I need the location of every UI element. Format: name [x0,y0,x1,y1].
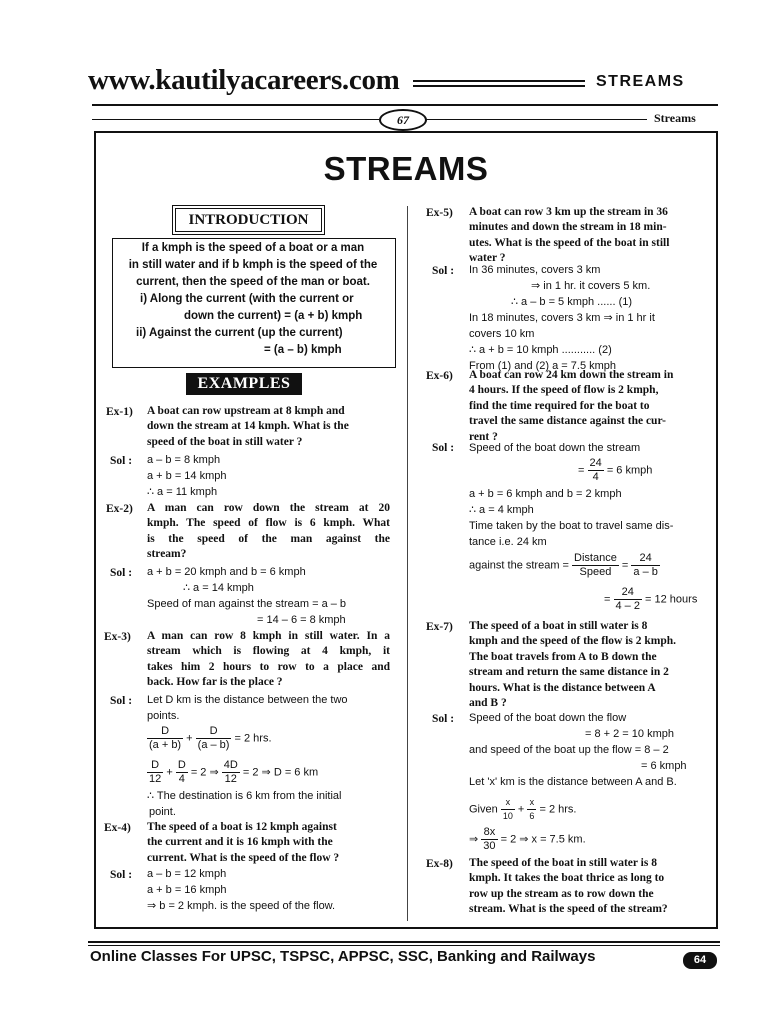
footer-rule [88,941,720,943]
introduction-text [112,240,394,359]
solution-line: = 8 + 2 = 10 kmph [585,728,674,740]
equation-prefix: Given [469,803,498,816]
solution-line: = 14 – 6 = 8 kmph [257,614,346,626]
website-title: www.kautilyacareers.com [88,64,400,96]
column-divider [407,206,408,921]
question-line: kmph and the speed of the flow is 2 kmph. [469,635,677,648]
solution-line: a – b = 8 kmph [147,454,221,466]
intro-line: in still water and if b kmph is the speed of the [128,259,378,271]
question-line: is the speed of the man against the [147,532,390,545]
question-line: The speed of the boat in still water is 8 [469,857,657,869]
solution-line: points. [147,710,180,722]
solution-line: Speed of the boat down the stream [469,442,641,454]
example-question [469,619,713,711]
fraction-numerator: D [177,759,186,771]
solution-text [147,452,227,500]
fraction-numerator: 24 [589,457,602,469]
conclusion-line: ∴ The destination is 6 km from the initial [147,790,342,802]
question-line: A man can row 8 kmph in still water. In a [147,630,390,642]
solution-line: a + b = 6 kmph and b = 2 kmph [469,488,622,500]
example-question [147,629,390,691]
fraction-denominator: Speed [579,566,612,578]
example-question [469,368,713,445]
example-question [147,820,392,866]
fraction-equation [469,826,586,853]
header-rule [92,104,718,106]
solution-line: From (1) and (2) a = 7.5 kmph [469,360,617,372]
footer-rule [88,945,720,946]
fraction-numerator: x [501,796,515,810]
solution-line: a + b = 20 kmph and b = 6 kmph [147,566,306,578]
question-line: and B ? [469,697,507,710]
question-line: the current and it is 16 kmph with the [147,836,333,849]
question-line: hours. What is the distance between A [469,681,656,694]
solution-label: Sol : [110,567,133,579]
conclusion-text [147,788,397,820]
solution-text [147,692,397,724]
solution-text [469,262,715,374]
solution-line: Speed of the boat down the flow [469,712,627,724]
solution-line: = 6 kmph [641,760,687,772]
solution-line: In 36 minutes, covers 3 km [469,264,601,276]
example-question [147,404,395,450]
question-line: stream? [147,548,187,561]
question-line: row up the stream as to row down the [469,887,654,900]
solution-line: ∴ a = 4 kmph [469,504,534,516]
question-line: The boat travels from A to B down the [469,650,657,663]
solution-line: ∴ a = 14 kmph [183,582,254,594]
question-line: stream which is flowing at 4 kmph, it [147,645,390,658]
solution-line: Let D km is the distance between the two [147,694,348,706]
fraction-denominator: 4 [592,471,599,483]
question-line: 4 hours. If the speed of flow is 2 kmph, [469,384,659,397]
solution-line: Speed of man against the stream = a – b [147,598,347,610]
solution-label: Sol : [110,695,133,707]
question-line: The speed of a boat in still water is 8 [469,620,648,632]
solution-text [147,866,402,914]
equals-sign: = [621,559,629,572]
fraction-denominator: 12 [224,773,237,785]
example-label: Ex-5) [426,207,453,219]
example-label: Ex-8) [426,858,453,870]
example-label: Ex-4) [104,822,131,834]
fraction-denominator: 4 – 2 [615,600,640,612]
equation-prefix: = [578,464,585,477]
fraction-numerator: Distance [574,552,617,564]
solution-label: Sol : [432,713,455,725]
example-label: Ex-1) [106,406,133,418]
equation-rhs: = 2 ⇒ x = 7.5 km. [500,833,586,846]
question-line: minutes and down the stream in 18 min- [469,221,667,234]
solution-text [469,486,715,550]
fraction-equation [604,586,697,613]
question-line: down the stream at 14 kmph. What is the [147,420,349,433]
equation-rhs: = 6 kmph [606,464,653,477]
solution-line: a – b = 12 kmph [147,868,227,880]
fraction-denominator: 12 [149,773,162,785]
example-label: Ex-7) [426,621,453,633]
example-question [469,205,713,267]
question-line: find the time required for the boat to [469,399,650,412]
solution-line: ⇒ b = 2 kmph. is the speed of the flow. [147,900,336,912]
question-line: kmph. It takes the boat thrice as long to [469,872,665,885]
fraction-denominator: 6 [529,811,535,821]
solution-label: Sol : [110,869,133,881]
question-line: kmph. The speed of flow is 6 kmph. What [147,517,390,530]
equation-rhs: = 2 hrs. [539,803,577,816]
fraction-denominator: (a – b) [197,739,230,751]
intro-line: ii) Against the current (up the current) [136,327,343,339]
intro-line: If a kmph is the speed of a boat or a man [141,242,365,254]
question-line: travel the same distance against the cur- [469,415,666,428]
solution-label: Sol : [432,442,455,454]
fraction-numerator: 4D [223,759,238,771]
intro-line: i) Along the current (with the current or [140,293,354,305]
solution-line: a + b = 16 kmph [147,884,227,896]
running-head: Streams [654,111,696,125]
fraction-denominator: a – b [633,566,658,578]
solution-line: ⇒ in 1 hr. it covers 5 km. [531,280,651,292]
intro-line: down the current) = (a + b) kmph [184,310,363,322]
fraction-numerator: 8x [481,826,497,840]
introduction-heading: INTRODUCTION [175,208,322,232]
solution-line: Time taken by the boat to travel same dis- [469,520,674,532]
equation-prefix: = [604,593,611,606]
fraction-numerator: D [196,725,232,739]
solution-label: Sol : [432,265,455,277]
question-line: utes. What is the speed of the boat in still [469,236,670,249]
solution-line: ∴ a + b = 10 kmph ........... (2) [469,344,612,356]
page-rule-left [92,119,379,120]
fraction-numerator: 24 [614,586,642,600]
question-line: A boat can row 24 km down the stream in [469,369,674,381]
fraction-numerator: D [147,725,183,739]
fraction-denominator: 4 [178,773,185,785]
solution-line: tance i.e. 24 km [469,536,547,548]
solution-text [469,710,715,790]
question-line: stream. What is the speed of the stream? [469,903,668,916]
solution-line: ∴ a = 11 kmph [147,486,218,498]
question-line: A man can row down the stream at 20 [147,502,390,514]
conclusion-line: point. [149,806,176,818]
examples-heading: EXAMPLES [186,373,302,395]
example-label: Ex-2) [106,503,133,515]
question-line: The speed of a boat is 12 kmph against [147,821,337,833]
page-number-badge: 64 [683,952,717,969]
solution-line: ∴ a – b = 5 kmph ...... (1) [511,296,633,308]
solution-line: In 18 minutes, covers 3 km ⇒ in 1 hr it [469,312,655,324]
fraction-equation [469,552,660,579]
solution-line: Let 'x' km is the distance between A and B. [469,776,677,788]
header-decorative-lines [413,80,585,92]
footer-text: Online Classes For UPSC, TSPSC, APPSC, SSC, Banking and Railways [90,948,596,965]
intro-line: current, then the speed of the man or boat. [136,276,370,288]
fraction-numerator: 24 [631,552,659,566]
question-line: speed of the boat in still water ? [147,435,303,448]
equation-rhs: = 12 hours [645,593,698,606]
solution-line: and speed of the boat up the flow = 8 – 2 [469,744,669,756]
page-rule-right [425,119,647,120]
equation-rhs: = 2 hrs. [234,732,272,745]
fraction-denominator: (a + b) [149,739,182,751]
equation-rhs: = 2 ⇒ D = 6 km [242,766,319,779]
example-question [147,501,390,563]
fraction-equation [578,457,652,484]
fraction-denominator: 30 [483,840,496,852]
fraction-numerator: x [527,796,536,810]
solution-line: covers 10 km [469,328,535,340]
solution-text [147,564,397,628]
question-line: stream and return the same distance in 2 [469,666,669,679]
equation-2: $\frac{D}{12}$ + $\frac{D}{4}$ = 2 ⇒ $\frac{4D}{12}$ = 2 ⇒ D = 6 km [149,759,319,785]
example-label: Ex-3) [104,631,131,643]
question-line: takes him 2 hours to row to a place and [147,660,390,673]
fraction-denominator: 10 [502,811,513,821]
chapter-page-badge: 67 [379,109,427,131]
intro-line: = (a – b) kmph [264,344,342,356]
question-line: A boat can row 3 km up the stream in 36 [469,206,668,218]
question-line: water ? [469,252,506,265]
equation-mid: = 2 ⇒ [190,766,219,779]
equation-prefix: ⇒ [469,833,479,846]
question-line: current. What is the speed of the flow ? [147,851,340,864]
fraction-numerator: D [147,759,163,773]
solution-label: Sol : [110,455,133,467]
equation-1: $\frac{D}{(a + b)}$ + $\frac{D}{(a - b)}$ = 2 hrs. [149,725,272,751]
page-title: STREAMS [323,150,489,187]
header-section-name: STREAMS [596,73,685,90]
equation-prefix: against the stream = [469,559,569,572]
example-question [469,856,715,918]
question-line: rent ? [469,430,498,443]
question-line: A boat can row upstream at 8 kmph and [147,405,345,417]
solution-line: a + b = 14 kmph [147,470,227,482]
example-label: Ex-6) [426,370,453,382]
fraction-equation: Given $\frac{x}{10}$ + $\frac{x}{6}$ = 2 hrs. [469,797,577,821]
question-line: back. How far is the place ? [147,676,283,689]
